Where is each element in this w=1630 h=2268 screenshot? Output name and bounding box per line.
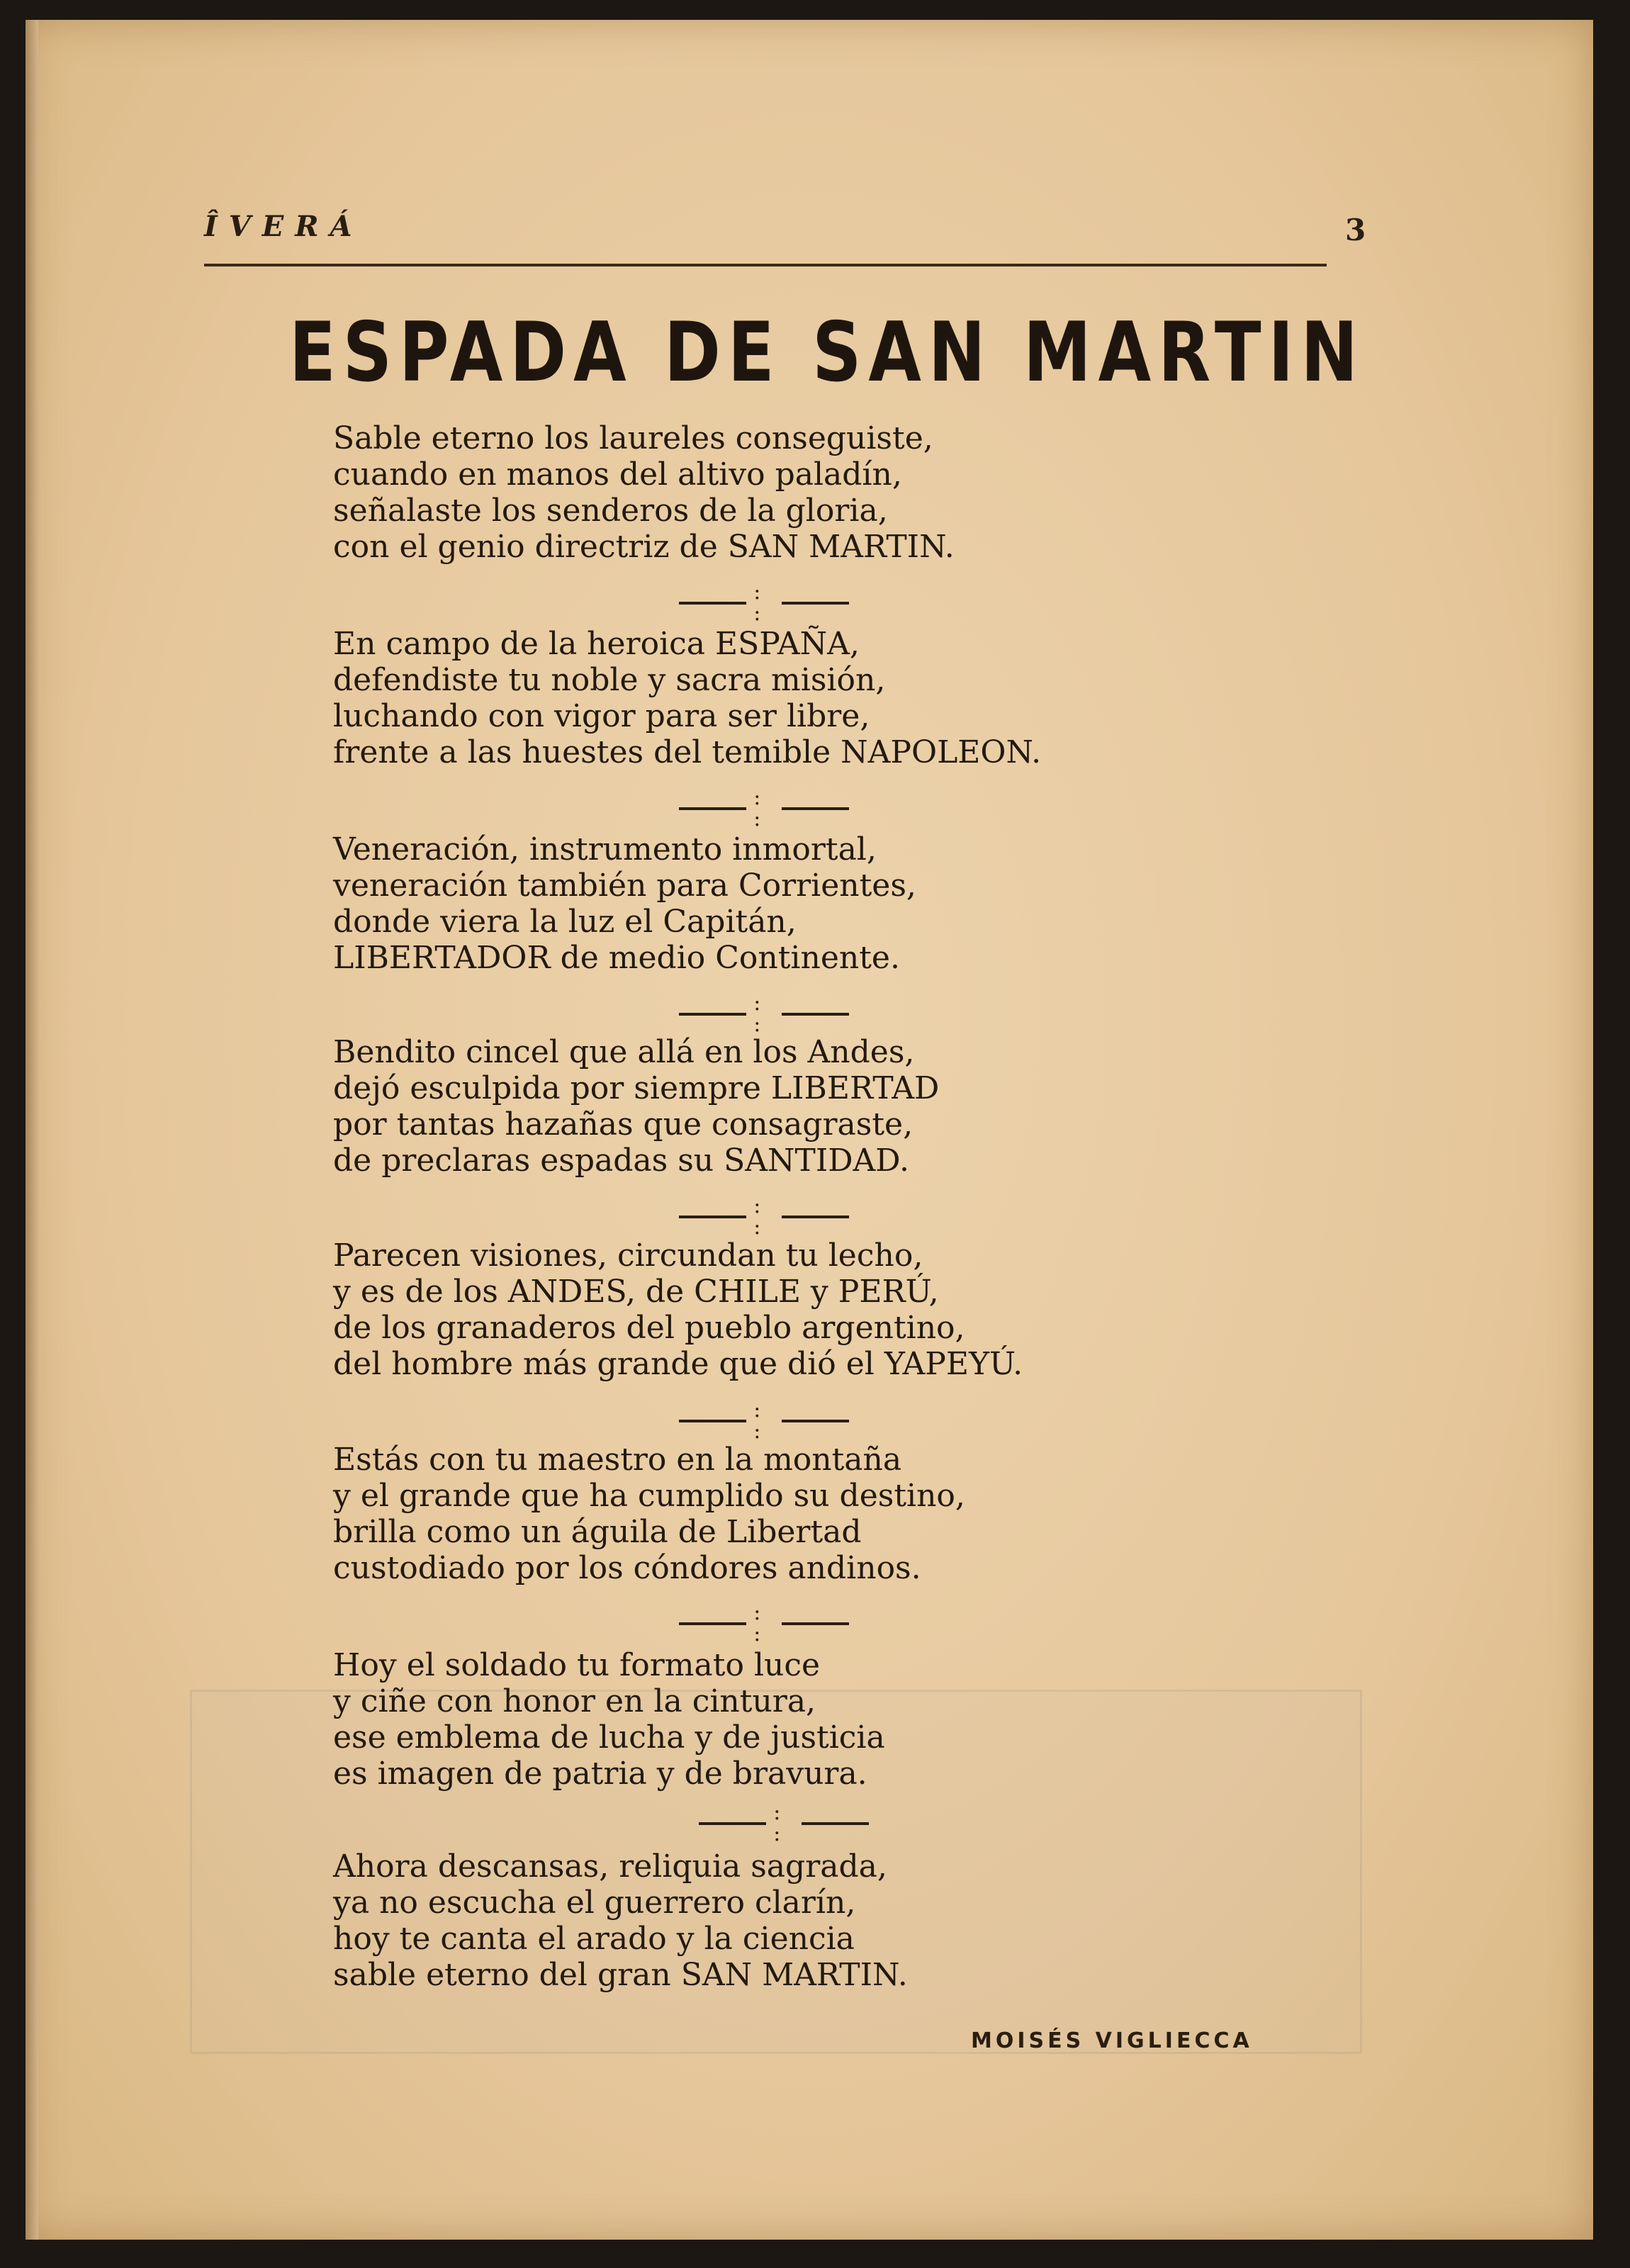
verse-line: frente a las huestes del temible NAPOLEON. <box>333 734 1042 770</box>
stanza-8 <box>333 1848 908 1993</box>
verse-line: con el genio directriz de SAN MARTIN. <box>333 529 955 565</box>
stanza-separator: : : <box>679 1206 849 1228</box>
stanza-2 <box>333 626 1041 770</box>
verse-line: del hombre más grande que dió el YAPEYÚ. <box>333 1346 1023 1382</box>
verse-line: Estás con tu maestro en la montaña <box>333 1442 902 1478</box>
stanza-separator: : : <box>679 798 849 819</box>
verse-line: y ciñe con honor en la cintura, <box>333 1683 816 1719</box>
verse-line: Sable eterno los laureles conseguiste, <box>333 420 933 456</box>
verse-line: Ahora descansas, reliquia sagrada, <box>333 1848 887 1885</box>
stanza-1 <box>333 420 955 565</box>
verse-line: Parecen visiones, circundan tu lecho, <box>333 1237 923 1274</box>
verse-line: Bendito cincel que allá en los Andes, <box>333 1034 915 1070</box>
verse-line: y el grande que ha cumplido su destino, <box>333 1478 965 1514</box>
verse-line: de los granaderos del pueblo argentino, <box>333 1310 965 1346</box>
verse-line: defendiste tu noble y sacra misión, <box>333 662 886 698</box>
verse-line: es imagen de patria y de bravura. <box>333 1756 867 1792</box>
verse-line: señalaste los senderos de la gloria, <box>333 493 888 529</box>
verse-line: sable eterno del gran SAN MARTIN. <box>333 1957 908 1993</box>
stanza-6 <box>333 1442 965 1586</box>
verse-line: cuando en manos del altivo paladín, <box>333 456 902 493</box>
page-spine-shadow <box>26 20 38 2240</box>
verse-line: Veneración, instrumento inmortal, <box>333 831 877 868</box>
poem-title: ESPADA DE SAN MARTIN <box>289 305 1365 400</box>
header-rule <box>204 264 1327 266</box>
stanza-3 <box>333 831 916 976</box>
verse-line: donde viera la luz el Capitán, <box>333 904 797 940</box>
verse-line: dejó esculpida por siempre LIBERTAD <box>333 1070 940 1106</box>
verse-line: ese emblema de lucha y de justicia <box>333 1719 885 1756</box>
running-head: ÎVERÁ <box>204 210 364 243</box>
stanza-5 <box>333 1237 1023 1382</box>
author-signature: MOISÉS VIGLIECCA <box>971 2028 1253 2053</box>
stanza-separator: : : <box>679 593 849 614</box>
stanza-4 <box>333 1034 939 1179</box>
verse-line: de preclaras espadas su SANTIDAD. <box>333 1143 909 1179</box>
verse-line: hoy te canta el arado y la ciencia <box>333 1921 855 1957</box>
stanza-separator: : : <box>679 1613 849 1634</box>
verse-line: por tantas hazañas que consagraste, <box>333 1106 914 1143</box>
verse-line: luchando con vigor para ser libre, <box>333 698 870 734</box>
verse-line: ya no escucha el guerrero clarín, <box>333 1885 856 1921</box>
page-number: 3 <box>1345 213 1366 247</box>
verse-line: Hoy el soldado tu formato luce <box>333 1647 821 1683</box>
verse-line: En campo de la heroica ESPAÑA, <box>333 626 860 662</box>
verse-line: veneración también para Corrientes, <box>333 868 916 904</box>
verse-line: custodiado por los cóndores andinos. <box>333 1550 921 1586</box>
stanza-separator: : : <box>679 1410 849 1432</box>
verse-line: brilla como un águila de Libertad <box>333 1514 862 1550</box>
verse-line: LIBERTADOR de medio Continente. <box>333 940 900 976</box>
book-page <box>26 20 1593 2240</box>
stanza-7 <box>333 1647 885 1792</box>
stanza-separator: : : <box>679 1004 849 1025</box>
stanza-separator: : : <box>699 1813 869 1834</box>
verse-line: y es de los ANDES, de CHILE y PERÚ, <box>333 1274 939 1310</box>
